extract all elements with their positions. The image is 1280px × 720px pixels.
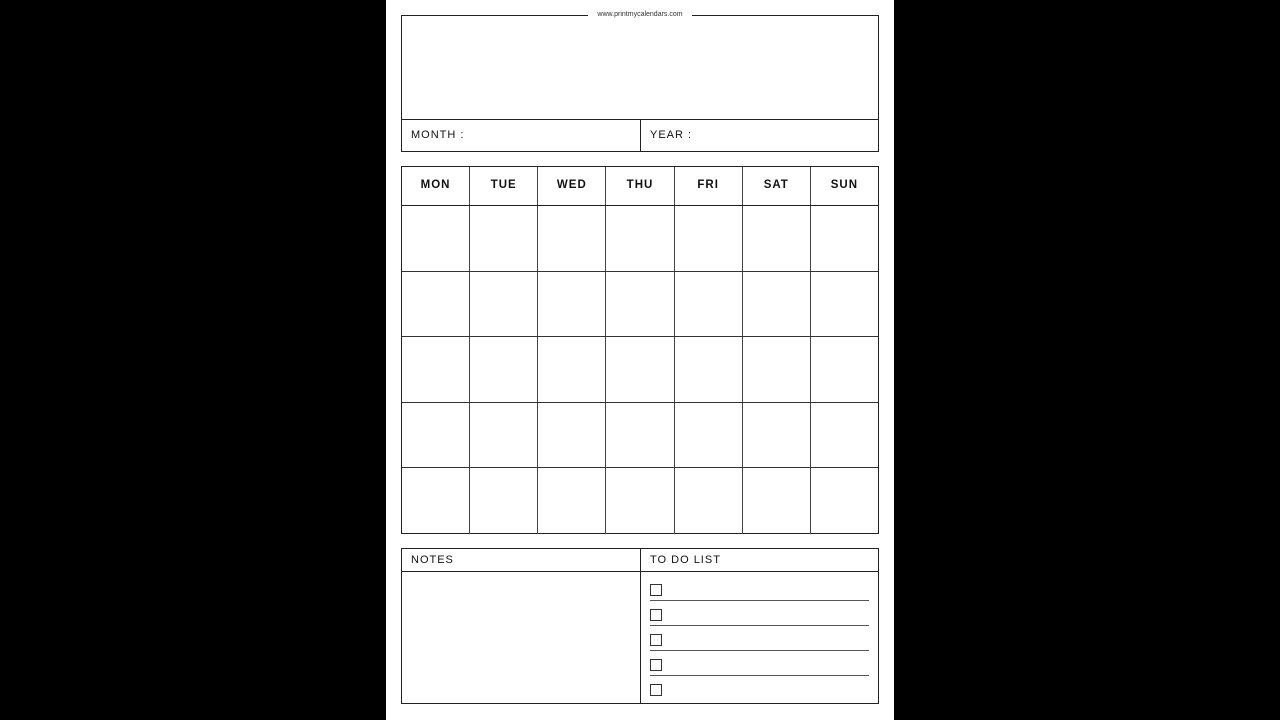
day-cell[interactable] <box>606 206 674 271</box>
week-row <box>402 206 878 272</box>
notes-panel[interactable] <box>402 549 641 703</box>
weekday-header <box>402 167 878 206</box>
todo-item[interactable] <box>650 601 869 626</box>
checkbox-icon[interactable] <box>650 634 662 646</box>
day-cell[interactable] <box>538 206 606 271</box>
calendar-page <box>386 0 894 720</box>
weekday-wed: WED <box>538 167 606 205</box>
day-cell[interactable] <box>470 468 538 534</box>
website-url <box>402 10 878 20</box>
todo-panel <box>641 549 878 703</box>
title-box <box>401 11 879 152</box>
checkbox-icon[interactable] <box>650 609 662 621</box>
day-cell[interactable] <box>811 468 878 534</box>
weekday-sun: SUN <box>830 179 859 191</box>
day-cell[interactable] <box>606 403 674 468</box>
notes-title: NOTES <box>402 549 640 572</box>
weekday-tue: TUE <box>470 167 538 205</box>
day-cell[interactable] <box>811 337 878 402</box>
day-cell[interactable] <box>675 337 743 402</box>
checkbox-icon[interactable] <box>650 684 662 696</box>
day-cell[interactable] <box>811 272 878 337</box>
day-cell[interactable] <box>675 403 743 468</box>
day-cell[interactable] <box>470 206 538 271</box>
day-cell[interactable] <box>743 468 811 534</box>
todo-item[interactable] <box>650 651 869 676</box>
day-cell[interactable] <box>606 468 674 534</box>
day-cell[interactable] <box>743 337 811 402</box>
day-cell[interactable] <box>538 403 606 468</box>
day-cell[interactable] <box>675 272 743 337</box>
day-cell[interactable] <box>402 403 470 468</box>
day-cell[interactable] <box>538 337 606 402</box>
todo-item[interactable] <box>650 676 869 701</box>
week-row <box>402 337 878 403</box>
todo-item[interactable] <box>650 576 869 601</box>
month-label: MONTH : <box>411 129 465 141</box>
weekday-sat: SAT <box>743 167 811 205</box>
day-cell[interactable] <box>811 206 878 271</box>
weekday-thu: THU <box>606 167 674 205</box>
week-row <box>402 468 878 534</box>
year-field[interactable] <box>641 120 878 151</box>
checkbox-icon[interactable] <box>650 584 662 596</box>
day-cell[interactable] <box>402 337 470 402</box>
todo-title: TO DO LIST <box>641 549 878 572</box>
calendar-grid <box>401 166 879 534</box>
year-label: YEAR : <box>650 129 693 141</box>
day-cell[interactable] <box>743 403 811 468</box>
day-cell[interactable] <box>606 337 674 402</box>
day-cell[interactable] <box>402 206 470 271</box>
day-cell[interactable] <box>675 206 743 271</box>
day-cell[interactable] <box>675 468 743 534</box>
day-cell[interactable] <box>402 468 470 534</box>
day-cell[interactable] <box>402 272 470 337</box>
day-cell[interactable] <box>538 272 606 337</box>
day-cell[interactable] <box>811 403 878 468</box>
day-cell[interactable] <box>743 272 811 337</box>
day-cell[interactable] <box>470 272 538 337</box>
month-field[interactable] <box>402 120 641 151</box>
week-row <box>402 403 878 469</box>
weekday-fri: FRI <box>675 167 743 205</box>
checkbox-icon[interactable] <box>650 659 662 671</box>
month-year-row <box>402 119 878 151</box>
day-cell[interactable] <box>470 337 538 402</box>
todo-item[interactable] <box>650 626 869 651</box>
notes-todo-section <box>401 548 879 704</box>
day-cell[interactable] <box>606 272 674 337</box>
weekday-mon: MON <box>402 167 470 205</box>
week-row <box>402 272 878 338</box>
day-cell[interactable] <box>470 403 538 468</box>
day-cell[interactable] <box>538 468 606 534</box>
website-url-text: www.printmycalendars.com <box>588 11 691 18</box>
day-cell[interactable] <box>743 206 811 271</box>
